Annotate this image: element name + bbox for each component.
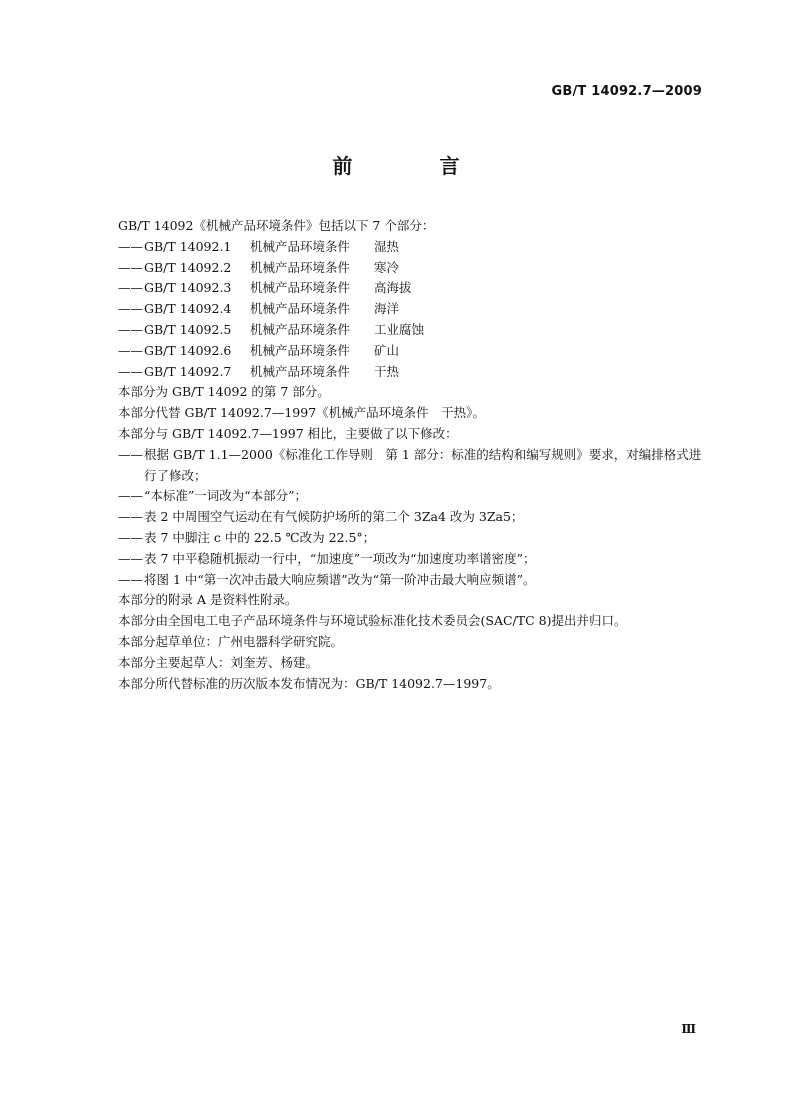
page-title: 前 言: [332, 154, 500, 178]
drafting-unit-paragraph: 本部分起草单位：广州电器科学研究院。: [118, 633, 344, 649]
list-dash: ——: [118, 488, 143, 504]
list-dash: ——: [118, 529, 143, 545]
list-item: [118, 299, 708, 320]
part-topic: 干热: [374, 363, 400, 379]
part-name: 机械产品环境条件: [250, 342, 351, 358]
list-dash: ——: [118, 446, 143, 462]
change-text: 根据 GB/T 1.1—2000《标准化工作导则 第 1 部分：标准的结构和编写规则》要求，对编排格式进行了修改；: [144, 446, 702, 483]
list-item: [118, 528, 708, 549]
part-topic: 寒冷: [374, 259, 400, 275]
part-number: GB/T 14092.3: [144, 280, 232, 296]
list-item: [118, 362, 708, 383]
part-number: GB/T 14092.4: [144, 301, 232, 317]
part-topic: 矿山: [374, 342, 400, 358]
part-name: 机械产品环境条件: [250, 363, 351, 379]
part-name: 机械产品环境条件: [250, 280, 351, 296]
part-topic: 工业腐蚀: [374, 321, 425, 337]
part-topic: 海洋: [374, 301, 400, 317]
list-item: [118, 341, 708, 362]
history-paragraph: 本部分所代替标准的历次版本发布情况为：GB/T 14092.7—1997。: [118, 675, 500, 691]
list-dash: ——: [118, 280, 143, 296]
change-text: 表 2 中周围空气运动在有气候防护场所的第二个 3Za4 改为 3Za5；: [144, 509, 524, 525]
list-dash: ——: [118, 363, 143, 379]
change-text: 表 7 中脚注 c 中的 22.5 ℃改为 22.5°；: [144, 529, 376, 545]
page-number: Ⅲ: [681, 1022, 696, 1036]
part-name: 机械产品环境条件: [250, 259, 351, 275]
list-item: [118, 570, 708, 591]
part-name: 机械产品环境条件: [250, 238, 351, 254]
standard-code: GB/T 14092.7—2009: [551, 84, 702, 99]
list-item: [118, 237, 708, 258]
list-dash: ——: [118, 259, 143, 275]
drafters-paragraph: 本部分主要起草人：刘奎芳、杨建。: [118, 654, 319, 670]
list-dash: ——: [118, 342, 143, 358]
parts-list: [118, 237, 708, 383]
document-body: [118, 216, 708, 694]
list-dash: ——: [118, 301, 143, 317]
list-item: [118, 486, 708, 507]
annex-paragraph: 本部分的附录 A 是资料性附录。: [118, 592, 298, 608]
change-text: “本标准”一词改为“本部分”；: [144, 488, 308, 504]
list-dash: ——: [118, 550, 143, 566]
part-number: GB/T 14092.6: [144, 342, 232, 358]
part-topic: 高海拔: [374, 280, 412, 296]
proposed-paragraph: 本部分由全国电工电子产品环境条件与环境试验标准化技术委员会(SAC/TC 8)提出并归口。: [118, 613, 627, 629]
list-item: [118, 445, 708, 487]
part-topic: 湿热: [374, 238, 400, 254]
list-dash: ——: [118, 238, 143, 254]
replaces-paragraph: 本部分代替 GB/T 14092.7—1997《机械产品环境条件 干热》。: [118, 405, 485, 421]
list-item: [118, 549, 708, 570]
list-item: [118, 320, 708, 341]
changes-intro-paragraph: 本部分与 GB/T 14092.7—1997 相比，主要做了以下修改：: [118, 425, 458, 441]
list-dash: ——: [118, 571, 143, 587]
change-text: 将图 1 中“第一次冲击最大响应频谱”改为“第一阶冲击最大响应频谱”。: [144, 571, 536, 587]
part-number: GB/T 14092.7: [144, 363, 232, 379]
changes-list: [118, 445, 708, 591]
list-item: [118, 507, 708, 528]
list-item: [118, 278, 708, 299]
part-number: GB/T 14092.1: [144, 238, 232, 254]
part-number: GB/T 14092.5: [144, 321, 232, 337]
part-name: 机械产品环境条件: [250, 301, 351, 317]
list-dash: ——: [118, 321, 143, 337]
part-number: GB/T 14092.2: [144, 259, 232, 275]
list-item: [118, 258, 708, 279]
part-of-paragraph: 本部分为 GB/T 14092 的第 7 部分。: [118, 384, 330, 400]
change-text: 表 7 中平稳随机振动一行中，“加速度”一项改为“加速度功率谱密度”；: [144, 550, 536, 566]
part-name: 机械产品环境条件: [250, 321, 351, 337]
list-dash: ——: [118, 509, 143, 525]
intro-paragraph: GB/T 14092《机械产品环境条件》包括以下 7 个部分：: [118, 218, 435, 233]
